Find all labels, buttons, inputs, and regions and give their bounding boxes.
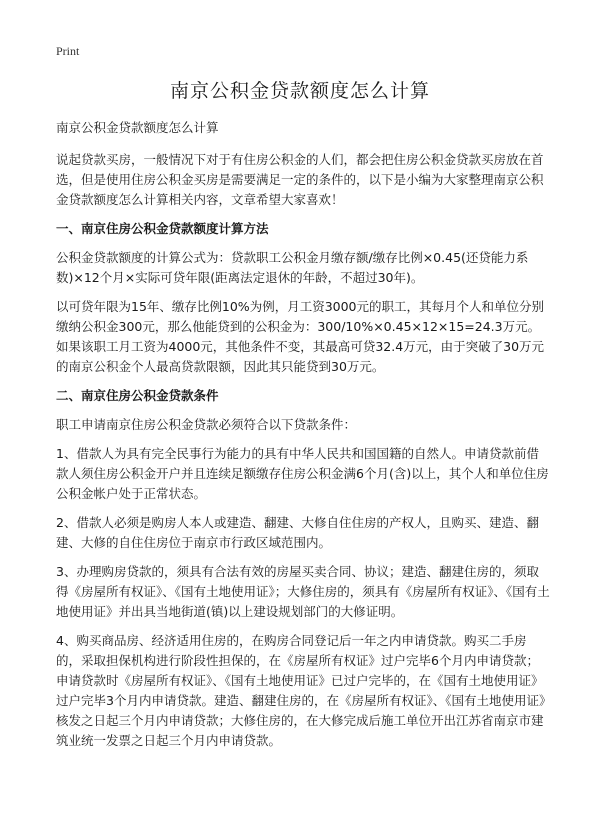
section2-paragraph-lead: 职工申请南京住房公积金贷款必须符合以下贷款条件： [56, 417, 357, 432]
section-heading-conditions: 二、南京住房公积金贷款条件 [56, 388, 219, 403]
section1-paragraph-formula: 公积金贷款额度的计算公式为：贷款职工公积金月缴存额/缴存比例×0.45(还贷能力系数)×12个月×实际可贷年限(距离法定退休的年龄，不超过30年)。 [56, 250, 529, 285]
page-title: 南京公积金贷款额度怎么计算 [169, 80, 430, 102]
section-heading-calculation: 一、南京住房公积金贷款额度计算方法 [56, 221, 269, 236]
section1-paragraph-example: 以可贷年限为15年、缴存比例10%为例，月工资3000元的职工，其每月个人和单位分别缴纳公积金300元，那么他能贷到的公积金为：300/10%×0.45×12×15=24.3万元。如果该职工月工资为4000元，其他条件不变，其最高可贷32.4万元，由于突破了30万元的南京公积金个人最高贷款限额，因此其只能贷到30万元。 [56, 299, 545, 374]
article-body [56, 118, 550, 760]
section2-item-4: 4、购买商品房、经济适用住房的，在购房合同登记后一年之内申请贷款。购买二手房的，采取担保机构进行阶段性担保的，在《房屋所有权证》过户完毕6个月内申请贷款；申请贷款时《房屋所有权证》、《国有土地使用证》已过户完毕的，在《国有土地使用证》过户完毕3个月内申请贷款。建造、翻建住房的，在《房屋所有权证》、《国有土地使用证》核发之日起三个月内申请贷款；大修住房的，在大修完成后施工单位开出江苏省南京市建筑业统一发票之日起三个月内申请贷款。 [56, 633, 546, 748]
section2-item-3: 3、办理购房贷款的，须具有合法有效的房屋买卖合同、协议；建造、翻建住房的，须取得《房屋所有权证》、《国有土地使用证》；大修住房的，须具有《房屋所有权证》、《国有土地使用证》并出具当地街道(镇)以上建设规划部门的大修证明。 [56, 564, 550, 619]
section2-item-2: 2、借款人必须是购房人本人或建造、翻建、大修自住住房的产权人，且购买、建造、翻建、大修的自住住房位于南京市行政区域范围内。 [56, 515, 539, 550]
print-link[interactable]: Print [56, 44, 80, 58]
section2-item-1: 1、借款人为具有完全民事行为能力的具有中华人民共和国国籍的自然人。申请贷款前借款人须住房公积金开户并且连续足额缴存住房公积金满6个月(含)以上，其个人和单位住房公积金帐户处于正常状态。 [56, 446, 549, 501]
article-subtitle: 南京公积金贷款额度怎么计算 [56, 120, 219, 135]
intro-paragraph: 说起贷款买房，一般情况下对于有住房公积金的人们，都会把住房公积金贷款买房放在首选，但是使用住房公积金买房是需要满足一定的条件的，以下是小编为大家整理南京公积金贷款额度怎么计算相关内容，文章希望大家喜欢！ [56, 152, 544, 207]
